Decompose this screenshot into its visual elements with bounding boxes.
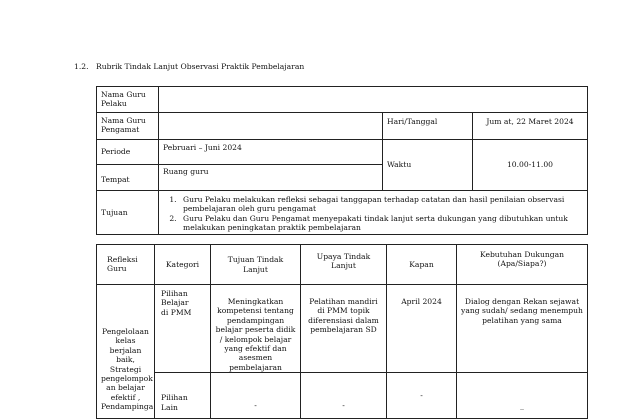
tujuan-cell: Meningkatkan kompetensi tentang pendampingan belajar peserta didik / kelompok belajar yang efektif dan asesmen pembelajaran xyxy=(211,285,301,373)
upaya-cell: Pelatihan mandiri di PMM topik diferensiasi dalam pembelajaran SD xyxy=(301,285,387,373)
header-kategori: Kategori xyxy=(155,245,211,285)
header-tujuan: Tujuan Tindak Lanjut xyxy=(211,245,301,285)
section-number: 1.2. xyxy=(74,62,89,71)
tujuan-list xyxy=(163,195,583,233)
table-row xyxy=(97,373,588,419)
periode-label: Periode xyxy=(97,140,159,165)
tempat-value: Ruang guru xyxy=(159,165,383,191)
tempat-label: Tempat xyxy=(97,165,159,191)
hari-tanggal-label: Hari/Tanggal xyxy=(383,113,473,140)
periode-value: Pebruari – Juni 2024 xyxy=(159,140,383,165)
header-refleksi: Refleksi Guru xyxy=(97,245,155,285)
nama-guru-pelaku-value xyxy=(159,87,588,113)
tujuan-cell: - xyxy=(211,373,301,419)
hari-tanggal-value: Jum at, 22 Maret 2024 xyxy=(473,113,588,140)
kapan-cell: - xyxy=(387,373,457,419)
tujuan-item-2: 2. Guru Pelaku dan Guru Pengamat menyepakati tindak lanjut serta dukungan yang dibutuhkan untuk melakukan peningkatan praktik pembelajaran xyxy=(179,214,583,233)
kategori-cell: Pilihan Lain xyxy=(155,373,211,419)
waktu-value: 10.00-11.00 xyxy=(473,140,588,191)
header-kapan: Kapan xyxy=(387,245,457,285)
kebutuhan-cell: Dialog dengan Rekan sejawat yang sudah/ sedang menempuh pelatihan yang sama xyxy=(457,285,588,373)
table-row xyxy=(97,285,588,373)
kapan-cell: April 2024 xyxy=(387,285,457,373)
upaya-cell: - xyxy=(301,373,387,419)
tujuan-list-cell xyxy=(159,191,588,235)
nama-guru-pengamat-label: Nama Guru Pengamat xyxy=(97,113,159,140)
section-title: Rubrik Tindak Lanjut Observasi Praktik Pembelajaran xyxy=(96,62,305,71)
follow-up-table xyxy=(96,244,588,419)
header-kebutuhan: Kebutuhan Dukungan (Apa/Siapa?) xyxy=(457,245,588,285)
refleksi-cell: Pengelolaan kelas berjalan baik, Strategi pengelompok an belajar efektif , Pendampinga xyxy=(97,285,155,419)
nama-guru-pelaku-label: Nama Guru Pelaku xyxy=(97,87,159,113)
info-table xyxy=(96,86,588,235)
waktu-label: Waktu xyxy=(383,140,473,191)
tujuan-label: Tujuan xyxy=(97,191,159,235)
kebutuhan-cell: _ xyxy=(457,373,588,419)
nama-guru-pengamat-value xyxy=(159,113,383,140)
section-heading xyxy=(74,62,304,71)
kategori-cell: Pilihan Belajar di PMM xyxy=(155,285,211,373)
header-upaya: Upaya Tindak Lanjut xyxy=(301,245,387,285)
tujuan-item-1: 1. Guru Pelaku melakukan refleksi sebagai tanggapan terhadap catatan dan hasil penilaian observasi pembelajaran oleh guru pengamat xyxy=(179,195,583,214)
